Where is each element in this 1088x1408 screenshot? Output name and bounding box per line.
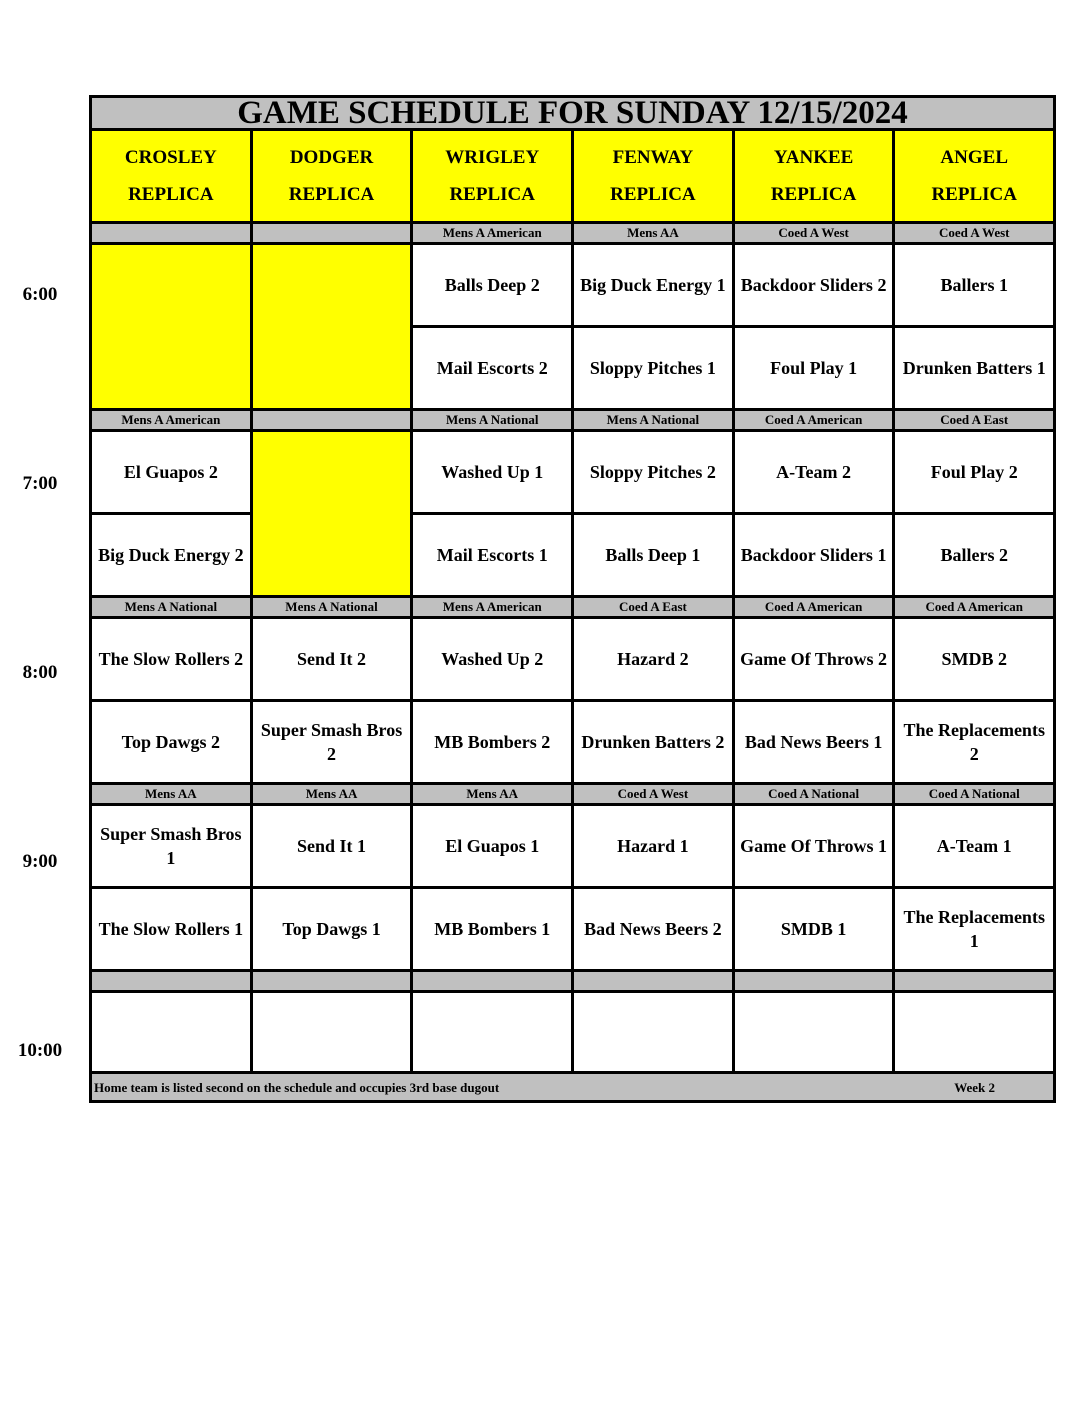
division-label: Coed A West xyxy=(573,784,734,805)
home-team: Drunken Batters 2 xyxy=(573,701,734,784)
division-label: Mens A National xyxy=(251,597,412,618)
field-header-angel: ANGEL REPLICA xyxy=(894,130,1055,223)
away-team: Sloppy Pitches 2 xyxy=(573,431,734,514)
away-team: Hazard 2 xyxy=(573,618,734,701)
division-label: Coed A East xyxy=(573,597,734,618)
time-label-9: 9:00 xyxy=(22,851,58,872)
division-label xyxy=(573,971,734,992)
division-label: Mens AA xyxy=(251,784,412,805)
away-team: Send It 2 xyxy=(251,618,412,701)
division-label: Coed A West xyxy=(733,223,894,244)
field-header-dodger: DODGER REPLICA xyxy=(251,130,412,223)
away-team: Super Smash Bros 1 xyxy=(91,805,252,888)
division-label: Coed A American xyxy=(894,597,1055,618)
open-slot xyxy=(91,244,252,410)
time-label-10: 10:00 xyxy=(17,1040,63,1061)
empty-slot xyxy=(894,992,1055,1073)
home-team: Top Dawgs 1 xyxy=(251,888,412,971)
division-label: Coed A National xyxy=(894,784,1055,805)
home-team-note: Home team is listed second on the schedule and occupies 3rd base dugout xyxy=(94,1080,500,1095)
week-label: Week 2 xyxy=(954,1080,995,1095)
division-label: Mens A American xyxy=(91,410,252,431)
home-team-row xyxy=(91,888,1055,971)
division-label: Mens AA xyxy=(91,784,252,805)
home-team: Sloppy Pitches 1 xyxy=(573,327,734,410)
away-team: Ballers 1 xyxy=(894,244,1055,327)
away-team-row xyxy=(91,431,1055,514)
home-team-row xyxy=(91,701,1055,784)
division-label: Mens AA xyxy=(573,223,734,244)
time-label-8: 8:00 xyxy=(22,662,58,683)
home-team: Bad News Beers 2 xyxy=(573,888,734,971)
title-row xyxy=(91,97,1055,130)
field-header-row xyxy=(91,130,1055,223)
empty-slot xyxy=(573,992,734,1073)
away-team: Hazard 1 xyxy=(573,805,734,888)
division-label: Mens A American xyxy=(412,597,573,618)
home-team: MB Bombers 1 xyxy=(412,888,573,971)
division-row xyxy=(91,410,1055,431)
home-team: Balls Deep 1 xyxy=(573,514,734,597)
home-team: Mail Escorts 2 xyxy=(412,327,573,410)
home-team: The Replacements 2 xyxy=(894,701,1055,784)
home-team: Ballers 2 xyxy=(894,514,1055,597)
division-label: Coed A American xyxy=(733,410,894,431)
away-team: Washed Up 1 xyxy=(412,431,573,514)
division-label: Mens A National xyxy=(412,410,573,431)
home-team: Big Duck Energy 2 xyxy=(91,514,252,597)
division-label xyxy=(91,223,252,244)
field-header-yankee: YANKEE REPLICA xyxy=(733,130,894,223)
away-team: Backdoor Sliders 2 xyxy=(733,244,894,327)
away-team: Send It 1 xyxy=(251,805,412,888)
home-team: Drunken Batters 1 xyxy=(894,327,1055,410)
away-team: A-Team 1 xyxy=(894,805,1055,888)
division-label: Coed A West xyxy=(894,223,1055,244)
division-row xyxy=(91,784,1055,805)
division-label: Mens A American xyxy=(412,223,573,244)
away-team: Game Of Throws 1 xyxy=(733,805,894,888)
away-team-row xyxy=(91,244,1055,327)
time-label-6: 6:00 xyxy=(22,284,58,305)
division-label xyxy=(251,410,412,431)
division-label: Coed A American xyxy=(733,597,894,618)
field-header-fenway: FENWAY REPLICA xyxy=(573,130,734,223)
schedule-title: GAME SCHEDULE FOR SUNDAY 12/15/2024 xyxy=(91,97,1055,130)
schedule-table xyxy=(89,95,1056,1103)
division-label: Coed A East xyxy=(894,410,1055,431)
away-team: A-Team 2 xyxy=(733,431,894,514)
empty-slot xyxy=(91,992,252,1073)
division-label: Coed A National xyxy=(733,784,894,805)
division-label xyxy=(412,971,573,992)
home-team: Super Smash Bros 2 xyxy=(251,701,412,784)
home-team: The Replacements 1 xyxy=(894,888,1055,971)
footer-row xyxy=(91,1073,1055,1102)
home-team: MB Bombers 2 xyxy=(412,701,573,784)
division-label: Mens A National xyxy=(573,410,734,431)
empty-slot xyxy=(251,992,412,1073)
field-header-wrigley: WRIGLEY REPLICA xyxy=(412,130,573,223)
away-team: Foul Play 2 xyxy=(894,431,1055,514)
division-label xyxy=(251,971,412,992)
away-team: Balls Deep 2 xyxy=(412,244,573,327)
away-team-row xyxy=(91,805,1055,888)
empty-slot xyxy=(412,992,573,1073)
division-row xyxy=(91,223,1055,244)
division-row xyxy=(91,597,1055,618)
away-team: El Guapos 2 xyxy=(91,431,252,514)
home-team: Foul Play 1 xyxy=(733,327,894,410)
home-team: Top Dawgs 2 xyxy=(91,701,252,784)
open-slot xyxy=(251,431,412,597)
away-team-row xyxy=(91,618,1055,701)
home-team: Backdoor Sliders 1 xyxy=(733,514,894,597)
field-header-crosley: CROSLEY REPLICA xyxy=(91,130,252,223)
home-team-row xyxy=(91,514,1055,597)
home-team: Mail Escorts 1 xyxy=(412,514,573,597)
away-team: El Guapos 1 xyxy=(412,805,573,888)
footer-bar xyxy=(91,1073,1055,1102)
away-team: The Slow Rollers 2 xyxy=(91,618,252,701)
division-label: Mens A National xyxy=(91,597,252,618)
home-team: The Slow Rollers 1 xyxy=(91,888,252,971)
home-team: SMDB 1 xyxy=(733,888,894,971)
away-team: Washed Up 2 xyxy=(412,618,573,701)
division-label xyxy=(91,971,252,992)
division-label xyxy=(251,223,412,244)
away-team: Game Of Throws 2 xyxy=(733,618,894,701)
division-label: Mens AA xyxy=(412,784,573,805)
home-team: Bad News Beers 1 xyxy=(733,701,894,784)
division-row xyxy=(91,971,1055,992)
division-label xyxy=(733,971,894,992)
away-team: SMDB 2 xyxy=(894,618,1055,701)
away-team: Big Duck Energy 1 xyxy=(573,244,734,327)
open-slot xyxy=(251,244,412,410)
time-label-7: 7:00 xyxy=(22,473,58,494)
empty-slot xyxy=(733,992,894,1073)
division-label xyxy=(894,971,1055,992)
